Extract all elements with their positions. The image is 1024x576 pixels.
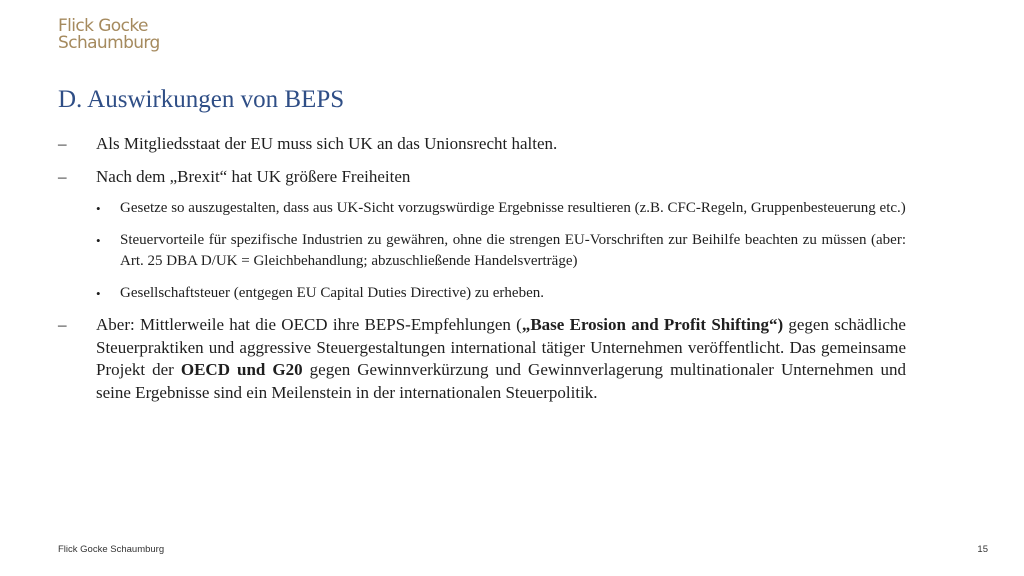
sub-list-item-text: Gesellschaftsteuer (entgegen EU Capital Duties Directive) zu erheben. bbox=[120, 284, 544, 301]
footer-company-name: Flick Gocke Schaumburg bbox=[58, 544, 165, 555]
list-item-text: Nach dem „Brexit“ hat UK größere Freiheiten bbox=[96, 166, 411, 186]
slide-title: D. Auswirkungen von BEPS bbox=[58, 86, 345, 113]
bullet-marker: • bbox=[96, 285, 101, 301]
dash-marker: – bbox=[58, 315, 67, 334]
sub-list-item bbox=[58, 198, 906, 220]
list-item bbox=[58, 166, 906, 189]
list-item-text-part: gegen schädliche Steuerpraktiken und aggressive Steuergestaltungen international tätiger Unternehmen veröffentlicht. Das gemeinsame Projekt der bbox=[96, 315, 906, 379]
slide-content bbox=[58, 133, 906, 404]
sub-list-item bbox=[58, 230, 906, 273]
list-item-beps bbox=[58, 314, 906, 404]
list-item-text-part: Aber: Mittlerweile hat die OECD ihre BEPS-Empfehlungen ( bbox=[96, 315, 522, 334]
sub-list-item-text: Gesetze so auszugestalten, dass aus UK-Sicht vorzugswürdige Ergebnisse resultieren (z.B. CFC-Regeln, Gruppenbesteuerung etc.) bbox=[120, 200, 906, 216]
bold-term-oecd-g20: OECD und G20 bbox=[180, 360, 303, 379]
footer-page-number: 15 bbox=[977, 544, 988, 555]
logo-line-2: Schaumburg bbox=[58, 33, 160, 53]
sub-list-item bbox=[58, 283, 906, 305]
company-logo bbox=[58, 18, 160, 52]
dash-marker: – bbox=[58, 166, 67, 186]
sub-list-item-text: Steuervorteile für spezifische Industrien zu gewähren, ohne die strengen EU-Vorschriften zur Beihilfe beachten zu müssen (aber: Art. 25 DBA D/UK = Gleichbehandlung; abzuschließende Handelsverträge) bbox=[120, 231, 906, 269]
bullet-marker: • bbox=[96, 232, 101, 248]
list-item-text-part: gegen Gewinnverkürzung und Gewinnverlagerung multinationaler Unternehmen und seine Ergebnisse sind ein Meilenstein in der internationalen Steuerpolitik. bbox=[96, 360, 906, 402]
dash-marker: – bbox=[58, 134, 67, 153]
list-item-text: Als Mitgliedsstaat der EU muss sich UK an das Unionsrecht halten. bbox=[96, 134, 558, 153]
logo-line-1: Flick Gocke bbox=[58, 16, 148, 36]
bullet-marker: • bbox=[96, 201, 101, 216]
list-item bbox=[58, 133, 906, 156]
bold-term-beps: „Base Erosion and Profit Shifting“) bbox=[521, 315, 784, 334]
